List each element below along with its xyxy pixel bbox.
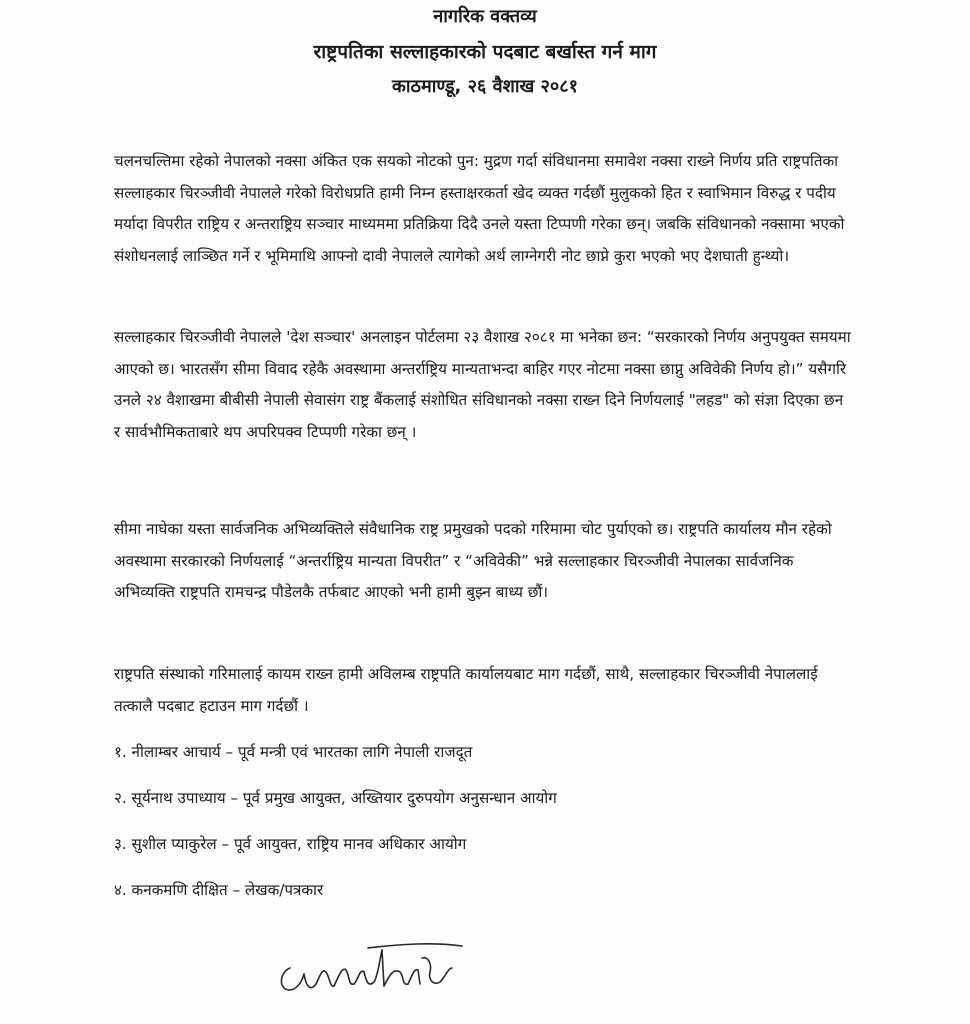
paragraph-4: राष्ट्रपति संस्थाको गरिमालाई कायम राख्न हामी अविलम्ब राष्ट्रपति कार्यालयबाट माग गर्दछौं, साथै, सल्लाहकार चिरञ्जीवी नेपाललाई तत्कालै पदबाट हटाउन माग गर्दछौं । (114, 665, 818, 715)
handwritten-signature (272, 928, 472, 1008)
signatory-item: ३. सुशील प्याकुरेल – पूर्व आयुक्त, राष्ट्रिय मानव अधिकार आयोग (114, 835, 467, 853)
statement-title: नागरिक वक्तव्य (433, 6, 537, 27)
signatory-item: १. नीलाम्बर आचार्य – पूर्व मन्त्री एवं भारतका लागि नेपाली राजदूत (114, 743, 473, 761)
statement-place-date: काठमाण्डू, २६ वैशाख २०८१ (392, 76, 578, 97)
paragraph-3: सीमा नाघेका यस्ता सार्वजनिक अभिव्यक्तिले संवैधानिक राष्ट्र प्रमुखको पदको गरिमामा चोट पुर्याएको छ। राष्ट्रपति कार्यालय मौन रहेको अवस्थामा सरकारको निर्णयलाई “अन्तर्राष्ट्रिय मान्यता विपरीत” र “अविवेकी” भन्ने सल्लाहकार चिरञ्जीवी नेपालका सार्वजनिक अभिव्यक्ति राष्ट्रपति रामचन्द्र पौडेलकै तर्फबाट आएको भनी हामी बुझ्न बाध्य छौं। (114, 520, 832, 601)
paragraph-2: सल्लाहकार चिरञ्जीवी नेपालले 'देश सञ्चार' अनलाइन पोर्टलमा २३ वैशाख २०८१ मा भनेका छन: “सरकारको निर्णय अनुपयुक्त समयमा आएको छ। भारतसँग सीमा विवाद रहेकै अवस्थामा अन्तर्राष्ट्रिय मान्यताभन्दा बाहिर गएर नोटमा नक्सा छाप्नु अविवेकी निर्णय हो।” यसैगरि उनले २४ वैशाखमा बीबीसी नेपाली सेवासंग राष्ट्र बैंकलाई संशोधित संविधानको नक्सा राख्न दिने निर्णयलाई "लहड" को संज्ञा दिएका छन र सार्वभौमिकताबारे थप अपरिपक्व टिप्पणी गरेका छन् । (114, 328, 851, 441)
signatory-item: २. सूर्यनाथ उपाध्याय – पूर्व प्रमुख आयुक्त, अख्तियार दुरुपयोग अनुसन्धान आयोग (114, 789, 557, 807)
signatory-item: ४. कनकमणि दीक्षित – लेखक/पत्रकार (114, 881, 324, 899)
signatory-list (114, 736, 557, 920)
paragraph-1: चलनचल्तिमा रहेको नेपालको नक्सा अंकित एक सयको नोटको पुन: मुद्रण गर्दा संविधानमा समावेश नक्सा राख्ने निर्णय प्रति राष्ट्रपतिका सल्लाहकार चिरञ्जीवी नेपालले गरेको विरोधप्रति हामी निम्न हस्ताक्षरकर्ता खेद व्यक्त गर्दछौं मुलुकको हित र स्वाभिमान विरुद्ध र पदीय मर्यादा विपरीत राष्ट्रिय र अन्तराष्ट्रिय सञ्चार माध्यममा प्रतिक्रिया दिदै उनले यस्ता टिप्पणी गरेका छन्। जबकि संविधानको नक्सामा भएको संशोधनलाई लाञ्छित गर्ने र भूमिमाथि आफ्नो दावी नेपालले त्यागेको अर्थ लाग्नेगरी नोट छाप्ने कुरा भएको भए देशघाती हुन्थ्यो। (114, 152, 845, 265)
statement-subject: राष्ट्रपतिका सल्लाहकारको पदबाट बर्खास्त गर्न माग (313, 41, 657, 63)
